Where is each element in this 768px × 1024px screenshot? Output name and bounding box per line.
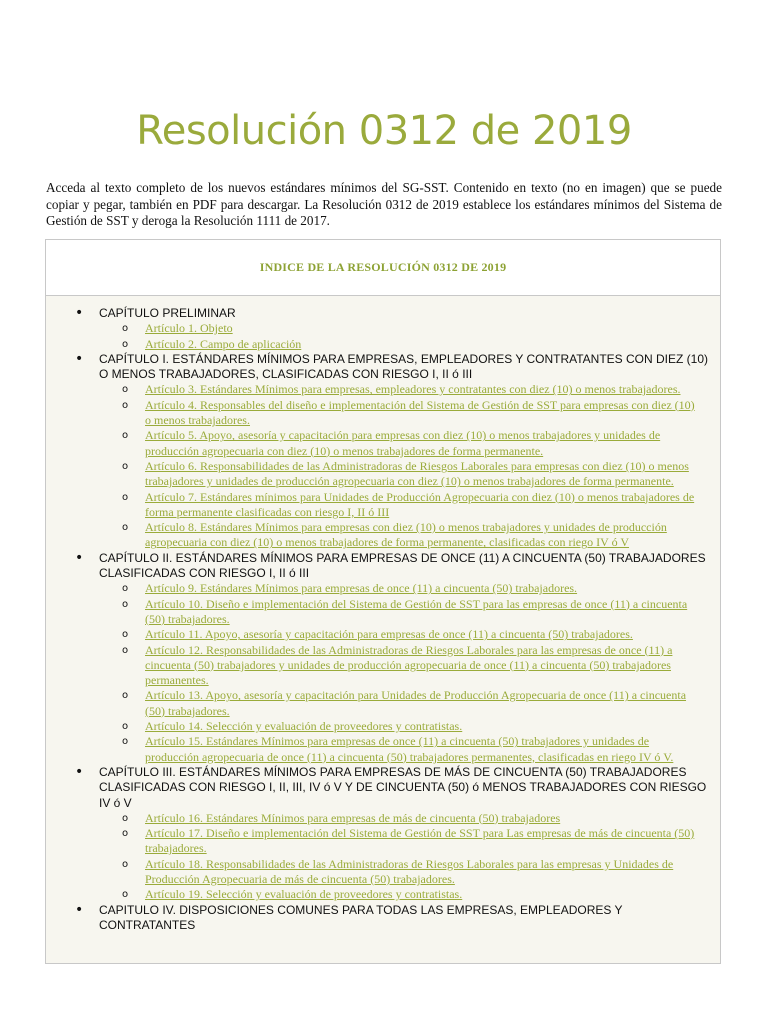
- circle-bullet-icon: o: [122, 491, 129, 503]
- article-link[interactable]: Artículo 16. Estándares Mínimos para empresas de más de cincuenta (50) trabajadores: [145, 810, 561, 825]
- circle-bullet-icon: o: [122, 828, 129, 840]
- chapter-item: [46, 306, 710, 352]
- chapter-item: [46, 352, 710, 551]
- article-link[interactable]: Artículo 2. Campo de aplicación: [145, 336, 302, 351]
- circle-bullet-icon: o: [122, 430, 129, 442]
- circle-bullet-icon: o: [122, 399, 129, 411]
- chapter-label: CAPÍTULO I. ESTÁNDARES MÍNIMOS PARA EMPRESAS, EMPLEADORES Y CONTRATANTES CON DIEZ (10) O MENOS TRABAJADORES, CLASIFICADAS CON RIESGO I, II ó III: [99, 351, 709, 382]
- index-panel: [45, 239, 721, 964]
- article-item: [99, 734, 710, 765]
- article-link[interactable]: Artículo 17. Diseño e implementación del Sistema de Gestión de SST para Las empresas de más de cincuenta (50) trabajadores.: [145, 826, 695, 856]
- bullet-icon: •: [75, 305, 84, 321]
- article-item: [99, 428, 710, 459]
- circle-bullet-icon: o: [122, 812, 129, 824]
- article-item: [99, 398, 710, 429]
- article-link[interactable]: Artículo 5. Apoyo, asesoría y capacitación para empresas con diez (10) o menos trabajadores y unidades de producción agropecuaria con diez (10) o menos trabajadores de forma permanente.: [145, 428, 661, 458]
- article-link[interactable]: Artículo 11. Apoyo, asesoría y capacitación para empresas de once (11) a cincuenta (50) trabajadores.: [145, 627, 633, 642]
- page-title: Resolución 0312 de 2019: [136, 108, 632, 154]
- circle-bullet-icon: o: [122, 384, 129, 396]
- circle-bullet-icon: o: [122, 598, 129, 610]
- circle-bullet-icon: o: [122, 583, 129, 595]
- chapter-item: [46, 551, 710, 765]
- article-item: [99, 719, 710, 734]
- article-item: [99, 857, 710, 888]
- article-item: [99, 627, 710, 642]
- circle-bullet-icon: o: [122, 889, 129, 901]
- article-link[interactable]: Artículo 19. Selección y evaluación de proveedores y contratistas.: [145, 887, 463, 902]
- article-list: [99, 321, 710, 352]
- index-title: INDICE DE LA RESOLUCIÓN 0312 DE 2019: [259, 260, 507, 274]
- article-item: [99, 688, 710, 719]
- article-item: [99, 887, 710, 902]
- article-link[interactable]: Artículo 4. Responsables del diseño e implementación del Sistema de Gestión de SST para empresas con diez (10) o menos trabajadores.: [145, 397, 695, 428]
- circle-bullet-icon: o: [122, 644, 129, 656]
- circle-bullet-icon: o: [122, 736, 129, 748]
- article-list: [99, 581, 710, 765]
- article-item: [99, 811, 710, 826]
- chapter-label: CAPÍTULO III. ESTÁNDARES MÍNIMOS PARA EMPRESAS DE MÁS DE CINCUENTA (50) TRABAJADORES CLASIFICADAS CON RIESGO I, II, III, IV ó V Y DE CINCUENTA (50) ó MENOS TRABAJADORES CON RIESGO IV ó V: [99, 764, 707, 810]
- circle-bullet-icon: o: [122, 858, 129, 870]
- article-item: [99, 643, 710, 689]
- chapter-label: CAPITULO IV. DISPOSICIONES COMUNES PARA TODAS LAS EMPRESAS, EMPLEADORES Y CONTRATANTES: [99, 902, 623, 932]
- article-link[interactable]: Artículo 6. Responsabilidades de las Administradoras de Riesgos Laborales para empresas con diez (10) o menos trabajadores y unidades de producción agropecuaria con diez (10) o menos trabajadores de forma permanente.: [145, 458, 689, 489]
- intro-paragraph: Acceda al texto completo de los nuevos estándares mínimos del SG-SST. Contenido en texto (no en imagen) que se puede copiar y pegar, también en PDF para descargar. La Resolución 0312 de 2019 establece los estándares mínimos del Sistema de Gestión de SST y deroga la Resolución 1111 de 2017.: [46, 180, 722, 228]
- article-link[interactable]: Artículo 14. Selección y evaluación de proveedores y contratistas.: [145, 719, 463, 734]
- article-item: [99, 826, 710, 857]
- circle-bullet-icon: o: [122, 690, 129, 702]
- circle-bullet-icon: o: [122, 323, 129, 335]
- article-list: [99, 382, 710, 550]
- article-link[interactable]: Artículo 7. Estándares mínimos para Unidades de Producción Agropecuaria con diez (10) o menos trabajadores de forma permanente clasificadas con riesgo I, II ó III: [145, 489, 695, 519]
- article-link[interactable]: Artículo 1. Objeto: [145, 321, 233, 336]
- circle-bullet-icon: o: [122, 522, 129, 534]
- article-item: [99, 382, 710, 397]
- article-link[interactable]: Artículo 3. Estándares Mínimos para empresas, empleadores y contratantes con diez (10) o menos trabajadores.: [145, 382, 681, 397]
- article-link[interactable]: Artículo 10. Diseño e implementación del Sistema de Gestión de SST para las empresas de once (11) a cincuenta (50) trabajadores.: [145, 596, 688, 626]
- article-item: [99, 520, 710, 551]
- bullet-icon: •: [75, 350, 84, 367]
- circle-bullet-icon: o: [122, 629, 129, 641]
- chapter-label: CAPÍTULO PRELIMINAR: [99, 306, 236, 320]
- article-item: [99, 581, 710, 596]
- chapter-label: CAPÍTULO II. ESTÁNDARES MÍNIMOS PARA EMPRESAS DE ONCE (11) A CINCUENTA (50) TRABAJADORES CLASIFICADAS CON RIESGO I, II ó III: [99, 550, 706, 581]
- bullet-icon: •: [75, 763, 84, 780]
- article-link[interactable]: Artículo 9. Estándares Mínimos para empresas de once (11) a cincuenta (50) trabajadores.: [145, 581, 578, 596]
- article-link[interactable]: Artículo 18. Responsabilidades de las Administradoras de Riesgos Laborales para las empresas y Unidades de Producción Agropecuaria de más de cincuenta (50) trabajadores.: [145, 856, 674, 886]
- article-link[interactable]: Artículo 15. Estándares Mínimos para empresas de once (11) a cincuenta (50) trabajadores y unidades de producción agropecuaria de once (11) a cincuenta (50) trabajadores permanentes, clasificadas en riego IV ó V.: [145, 734, 674, 764]
- chapter-list: [46, 296, 720, 933]
- article-item: [99, 459, 710, 490]
- article-link[interactable]: Artículo 13. Apoyo, asesoría y capacitación para Unidades de Producción Agropecuaria de once (11) a cincuenta (50) trabajadores.: [145, 688, 687, 718]
- chapter-item: [46, 765, 710, 903]
- bullet-icon: •: [75, 549, 84, 566]
- article-item: [99, 321, 710, 336]
- article-link[interactable]: Artículo 12. Responsabilidades de las Administradoras de Riesgos Laborales para las empresas de once (11) a cincuenta (50) trabajadores y unidades de producción agropecuaria de once (11) a cincuenta (50) trabajadores permanentes.: [145, 642, 673, 688]
- article-item: [99, 597, 710, 628]
- bullet-icon: •: [75, 901, 84, 918]
- circle-bullet-icon: o: [122, 338, 129, 350]
- circle-bullet-icon: o: [122, 460, 129, 472]
- article-list: [99, 811, 710, 903]
- article-item: [99, 337, 710, 352]
- index-header: [46, 240, 720, 296]
- circle-bullet-icon: o: [122, 721, 129, 733]
- article-item: [99, 490, 710, 521]
- chapter-item: [46, 903, 710, 934]
- article-link[interactable]: Artículo 8. Estándares Mínimos para empresas con diez (10) o menos trabajadores y unidades de producción agropecuaria con diez (10) o menos trabajadores de forma permanente, clasificadas con riego IV ó V: [145, 520, 667, 550]
